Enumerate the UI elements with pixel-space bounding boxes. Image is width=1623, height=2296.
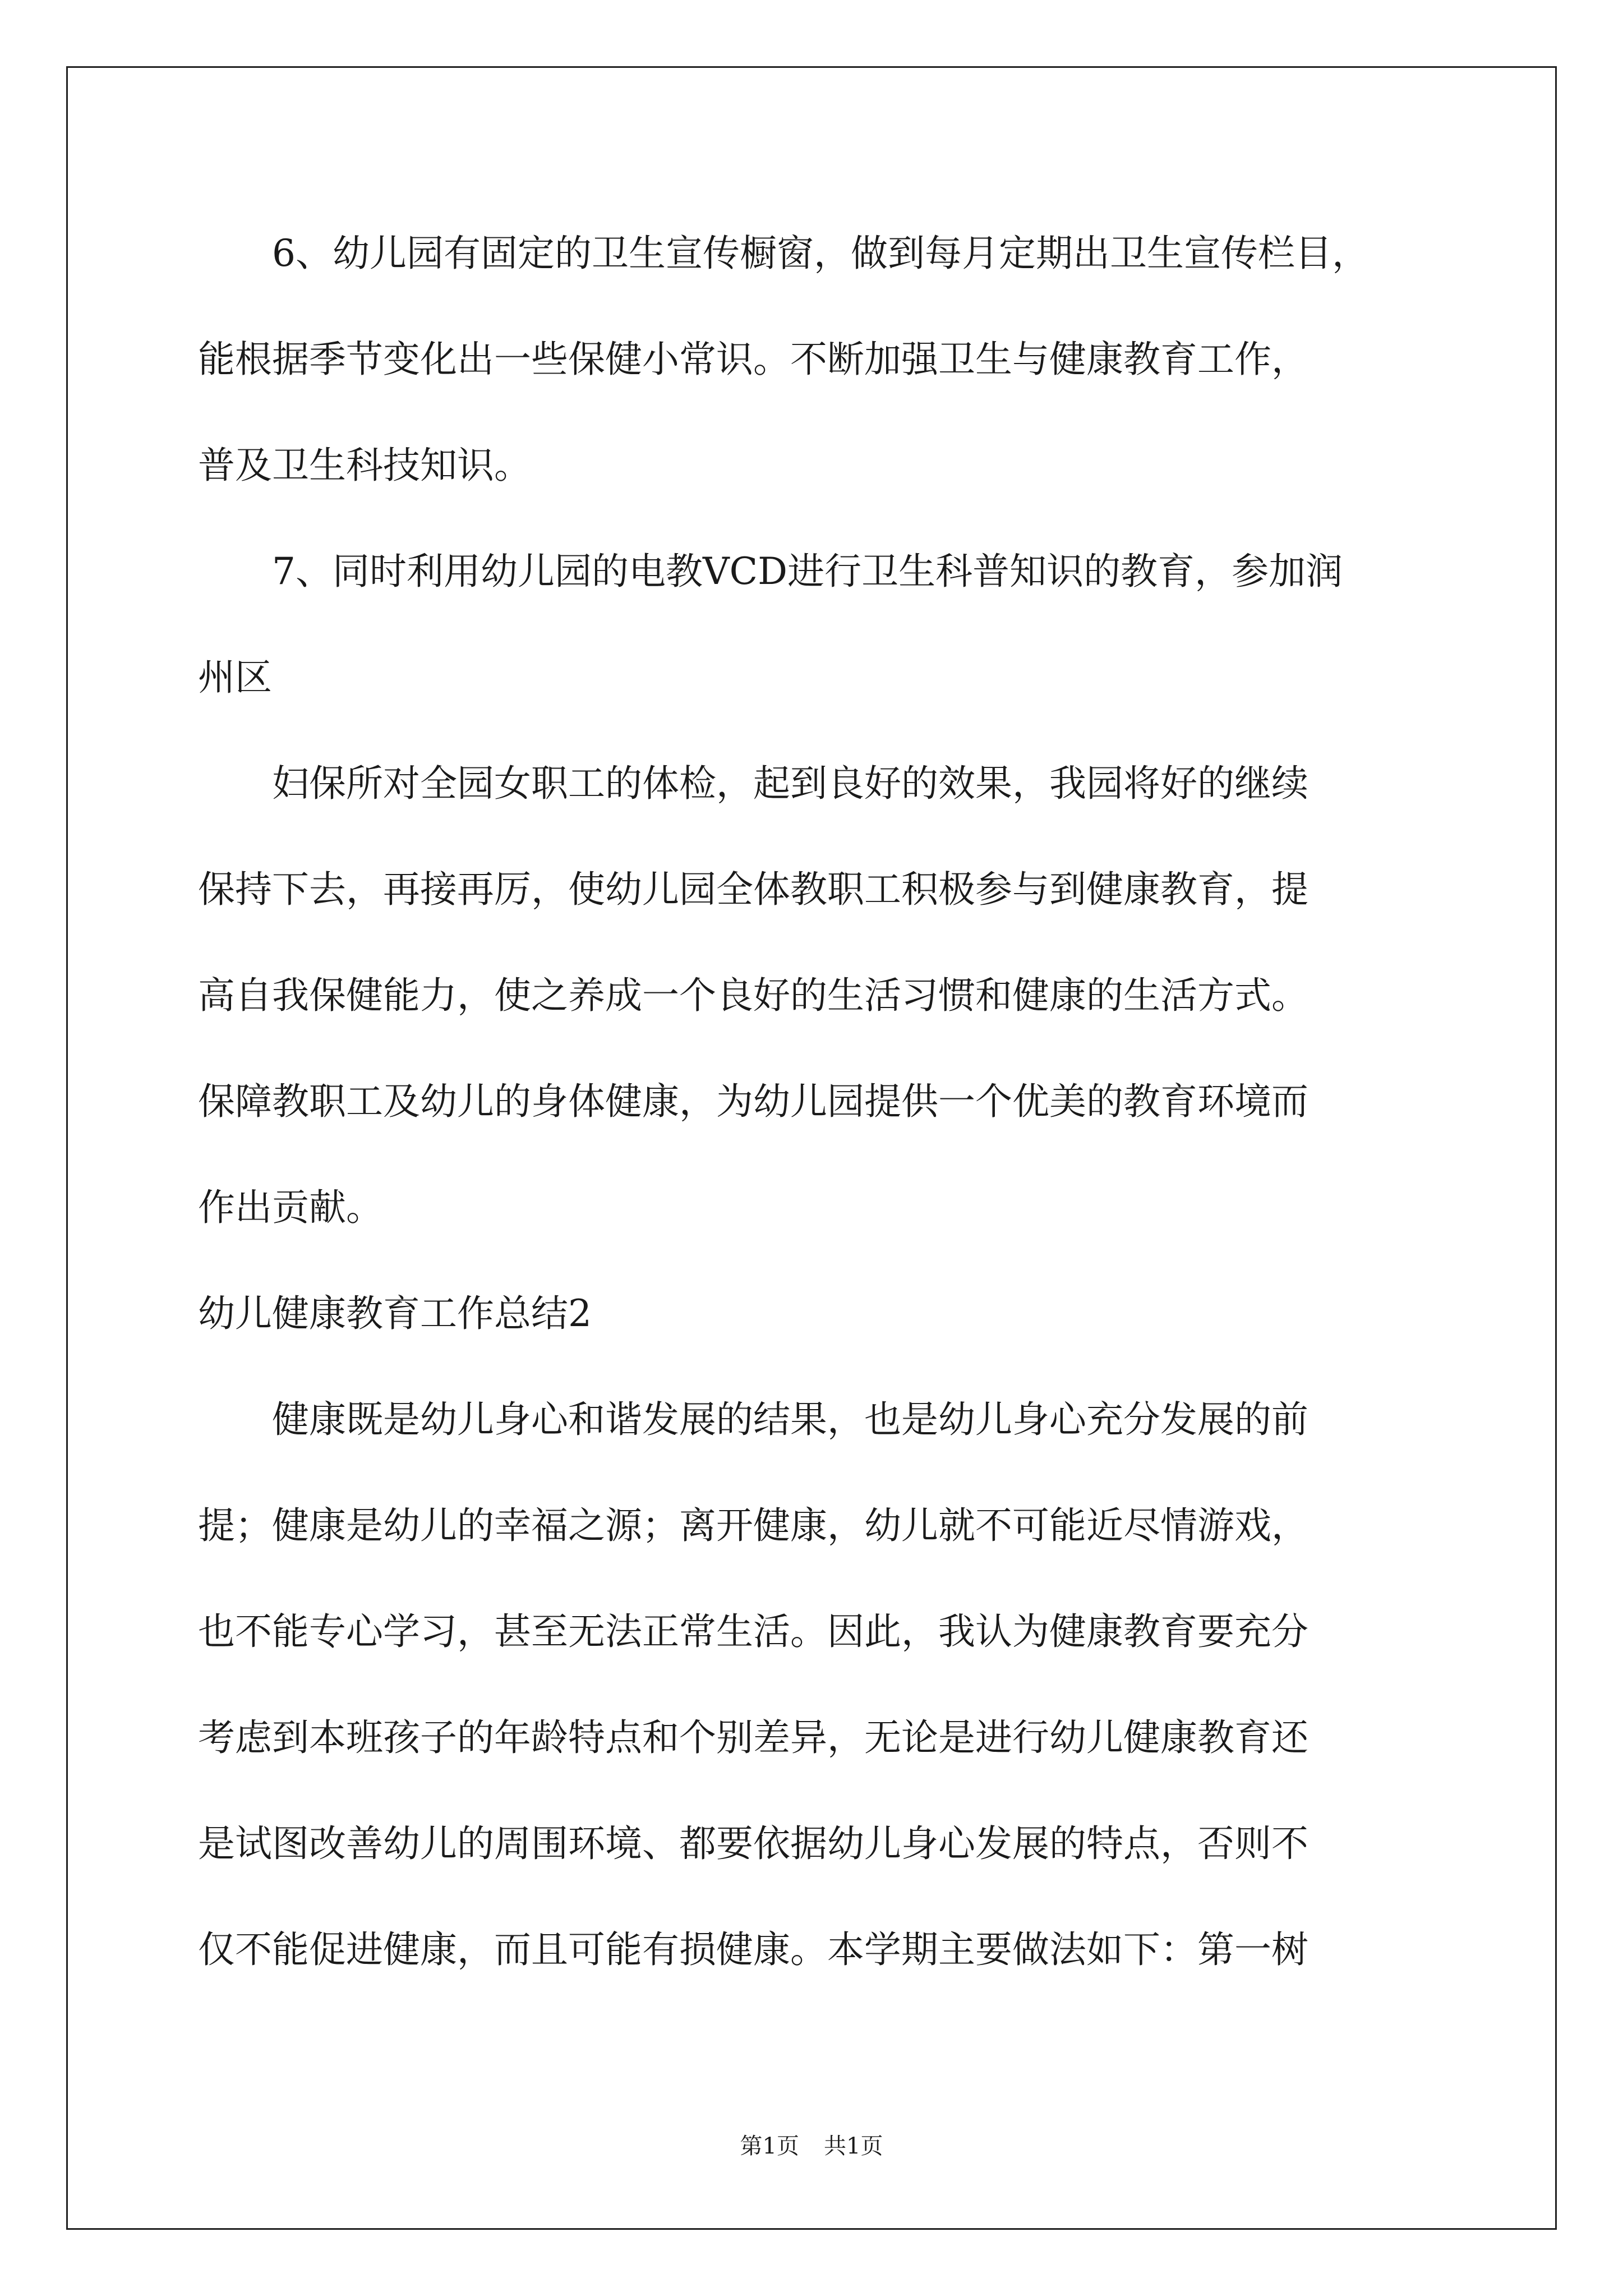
paragraph-7-line-2: 州区 <box>198 656 272 699</box>
section-heading: 幼儿健康教育工作总结2 <box>198 1292 592 1335</box>
paragraph-9-line-3: 也不能专心学习，甚至无法正常生活。因此，我认为健康教育要充分 <box>198 1610 1308 1653</box>
paragraph-7-line-1: 7、同时利用幼儿园的电教VCD进行卫生科普知识的教育，参加润 <box>198 550 1343 593</box>
paragraph-8-line-5: 作出贡献。 <box>198 1186 383 1229</box>
paragraph-6-line-3: 普及卫生科技知识。 <box>198 444 531 487</box>
paragraph-9-line-1: 健康既是幼儿身心和谐发展的结果，也是幼儿身心充分发展的前 <box>198 1398 1308 1441</box>
paragraph-8-line-4: 保障教职工及幼儿的身体健康，为幼儿园提供一个优美的教育环境而 <box>198 1080 1308 1123</box>
paragraph-6-line-2: 能根据季节变化出一些保健小常识。不断加强卫生与健康教育工作， <box>198 338 1308 381</box>
paragraph-6-line-1: 6、幼儿园有固定的卫生宣传橱窗，做到每月定期出卫生宣传栏目， <box>198 232 1369 275</box>
page-footer <box>0 2135 1623 2157</box>
paragraph-9-line-5: 是试图改善幼儿的周围环境、都要依据幼儿身心发展的特点，否则不 <box>198 1822 1308 1865</box>
paragraph-8-line-3: 高自我保健能力，使之养成一个良好的生活习惯和健康的生活方式。 <box>198 974 1308 1017</box>
paragraph-8-line-2: 保持下去，再接再厉，使幼儿园全体教职工积极参与到健康教育，提 <box>198 868 1308 911</box>
paragraph-9-line-4: 考虑到本班孩子的年龄特点和个别差异，无论是进行幼儿健康教育还 <box>198 1716 1308 1759</box>
paragraph-8-line-1: 妇保所对全园女职工的体检，起到良好的效果，我园将好的继续 <box>198 762 1308 805</box>
page-total: 共1页 <box>824 2133 883 2159</box>
page-border <box>66 66 1557 2230</box>
paragraph-9-line-2: 提；健康是幼儿的幸福之源；离开健康，幼儿就不可能近尽情游戏， <box>198 1504 1308 1547</box>
paragraph-9-line-6: 仅不能促进健康，而且可能有损健康。本学期主要做法如下：第一树 <box>198 1928 1308 1971</box>
page-number: 第1页 <box>740 2133 799 2159</box>
